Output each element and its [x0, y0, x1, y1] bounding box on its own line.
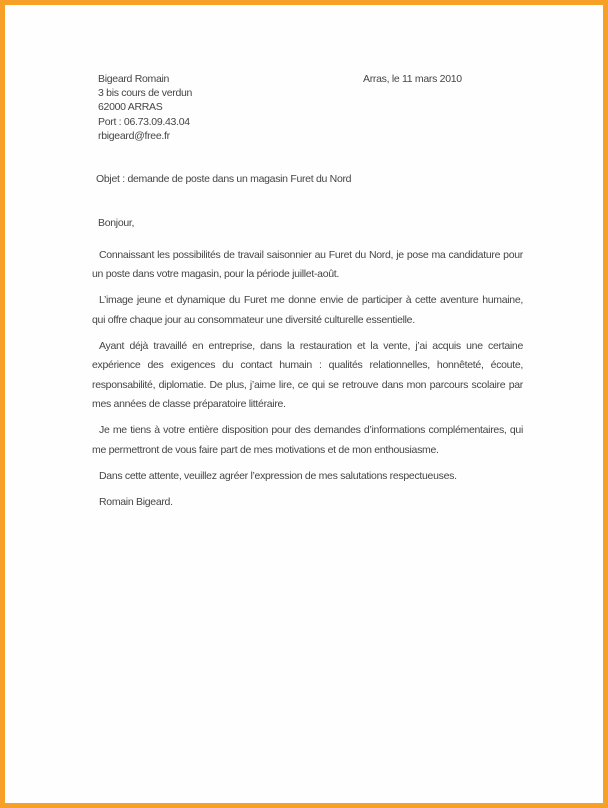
signature: Romain Bigeard.	[99, 495, 173, 508]
closing-line: Dans cette attente, veuillez agréer l’expression de mes salutations respectueuses.	[99, 469, 457, 482]
sender-phone: Port : 06.73.09.43.04	[98, 115, 190, 128]
sender-email: rbigeard@free.fr	[98, 129, 170, 142]
letter-body	[92, 72, 523, 512]
sender-address-line1: 3 bis cours de verdun	[98, 87, 193, 100]
body-paragraph-1: Connaissant les possibilités de travail saisonnier au Furet du Nord, je pose ma candidature pour un poste dans votre magasin, pour la période juillet-août.	[92, 248, 523, 281]
subject-line: Objet : demande de poste dans un magasin Furet du Nord	[96, 173, 352, 186]
body-paragraph-3: Ayant déjà travaillé en entreprise, dans la restauration et la vente, j’ai acquis une certaine expérience des exigences du contact humain : qualités relationnelles, honnêteté, écoute, responsabilité, diplomatie. De plus, j’aime lire, ce qui se retrouve dans mon parcours scolaire par mes années de classe préparatoire littéraire.	[92, 339, 523, 411]
sender-name: Bigeard Romain	[98, 73, 170, 85]
salutation: Bonjour,	[98, 217, 135, 230]
body-paragraph-4: Je me tiens à votre entière disposition pour des demandes d’informations complémentaires, qui me permettront de vous faire part de mes motivations et de mon enthousiasme.	[92, 424, 523, 456]
sender-address-line2: 62000 ARRAS	[98, 101, 163, 114]
body-paragraph-2: L’image jeune et dynamique du Furet me donne envie de participer à cette aventure humaine, qui offre chaque jour au consommateur une diversité culturelle essentielle.	[92, 294, 523, 326]
place-and-date: Arras, le 11 mars 2010	[363, 73, 462, 85]
